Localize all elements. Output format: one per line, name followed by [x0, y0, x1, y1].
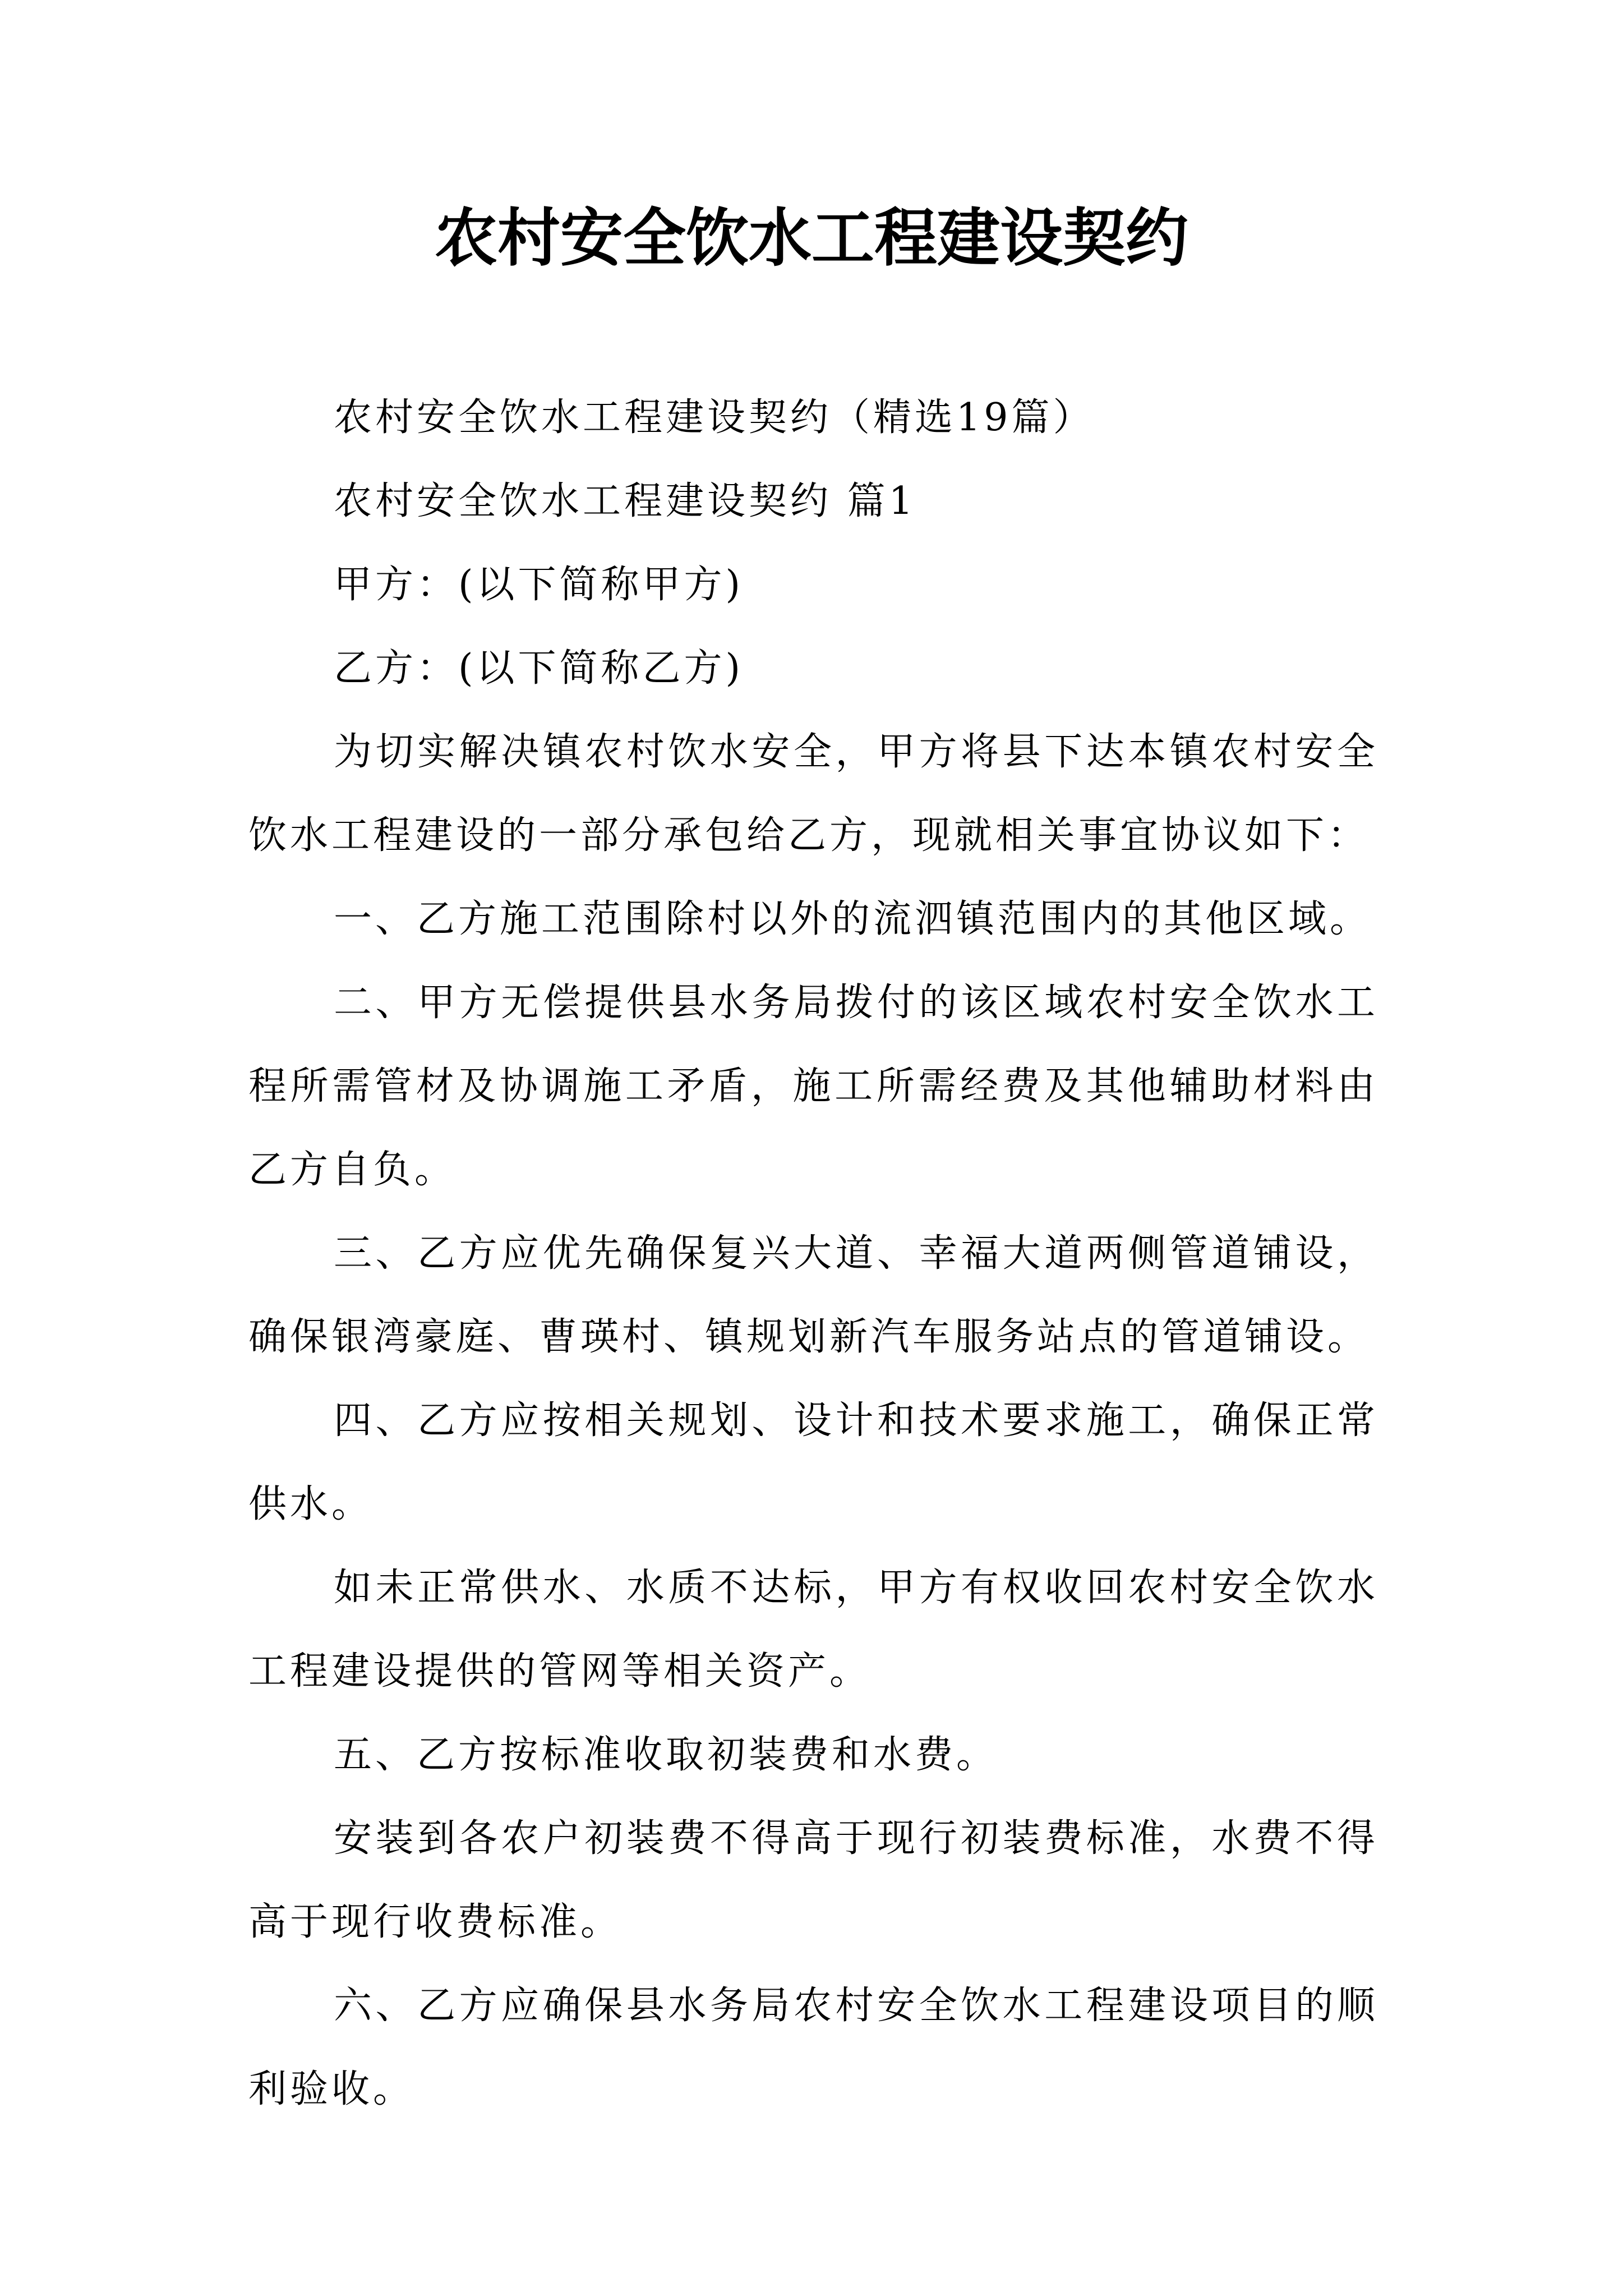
- paragraph-party-a: 甲方：(以下简称甲方): [334, 563, 744, 607]
- paragraph-clause-5: 五、乙方按标准收取初装费和水费。: [334, 1733, 998, 1777]
- paragraph-preamble: 为切实解决镇农村饮水安全，甲方将县下达本镇农村安全饮水工程建设的一部分承包给乙方，现就相关事宜协议如下：: [248, 730, 1378, 858]
- paragraph-clause-6: 六、乙方应确保县水务局农村安全饮水工程建设项目的顺利验收。: [248, 1984, 1378, 2111]
- paragraph-clause-4: 四、乙方应按相关规划、设计和技术要求施工，确保正常供水。: [248, 1398, 1378, 1526]
- paragraph-clause-3: 三、乙方应优先确保复兴大道、幸福大道两侧管道铺设，确保银湾豪庭、曹瑛村、镇规划新汽车服务站点的管道铺设。: [248, 1231, 1378, 1359]
- paragraph-clause-2: 二、甲方无偿提供县水务局拨付的该区域农村安全饮水工程所需管材及协调施工矛盾，施工所需经费及其他辅助材料由乙方自负。: [248, 981, 1378, 1192]
- paragraph-clause-4-note: 如未正常供水、水质不达标，甲方有权收回农村安全饮水工程建设提供的管网等相关资产。: [248, 1566, 1378, 1694]
- paragraph-section-heading: 农村安全饮水工程建设契约 篇1: [334, 479, 916, 523]
- paragraph-subtitle: 农村安全饮水工程建设契约（精选19篇）: [334, 395, 1095, 440]
- paragraph-clause-1: 一、乙方施工范围除村以外的流泗镇范围内的其他区域。: [334, 897, 1372, 941]
- document-title: 农村安全饮水工程建设契约: [435, 201, 1188, 275]
- document-body: [248, 376, 1378, 2131]
- paragraph-clause-5-note: 安装到各农户初装费不得高于现行初装费标准，水费不得高于现行收费标准。: [248, 1816, 1378, 1944]
- paragraph-party-b: 乙方：(以下简称乙方): [334, 646, 744, 691]
